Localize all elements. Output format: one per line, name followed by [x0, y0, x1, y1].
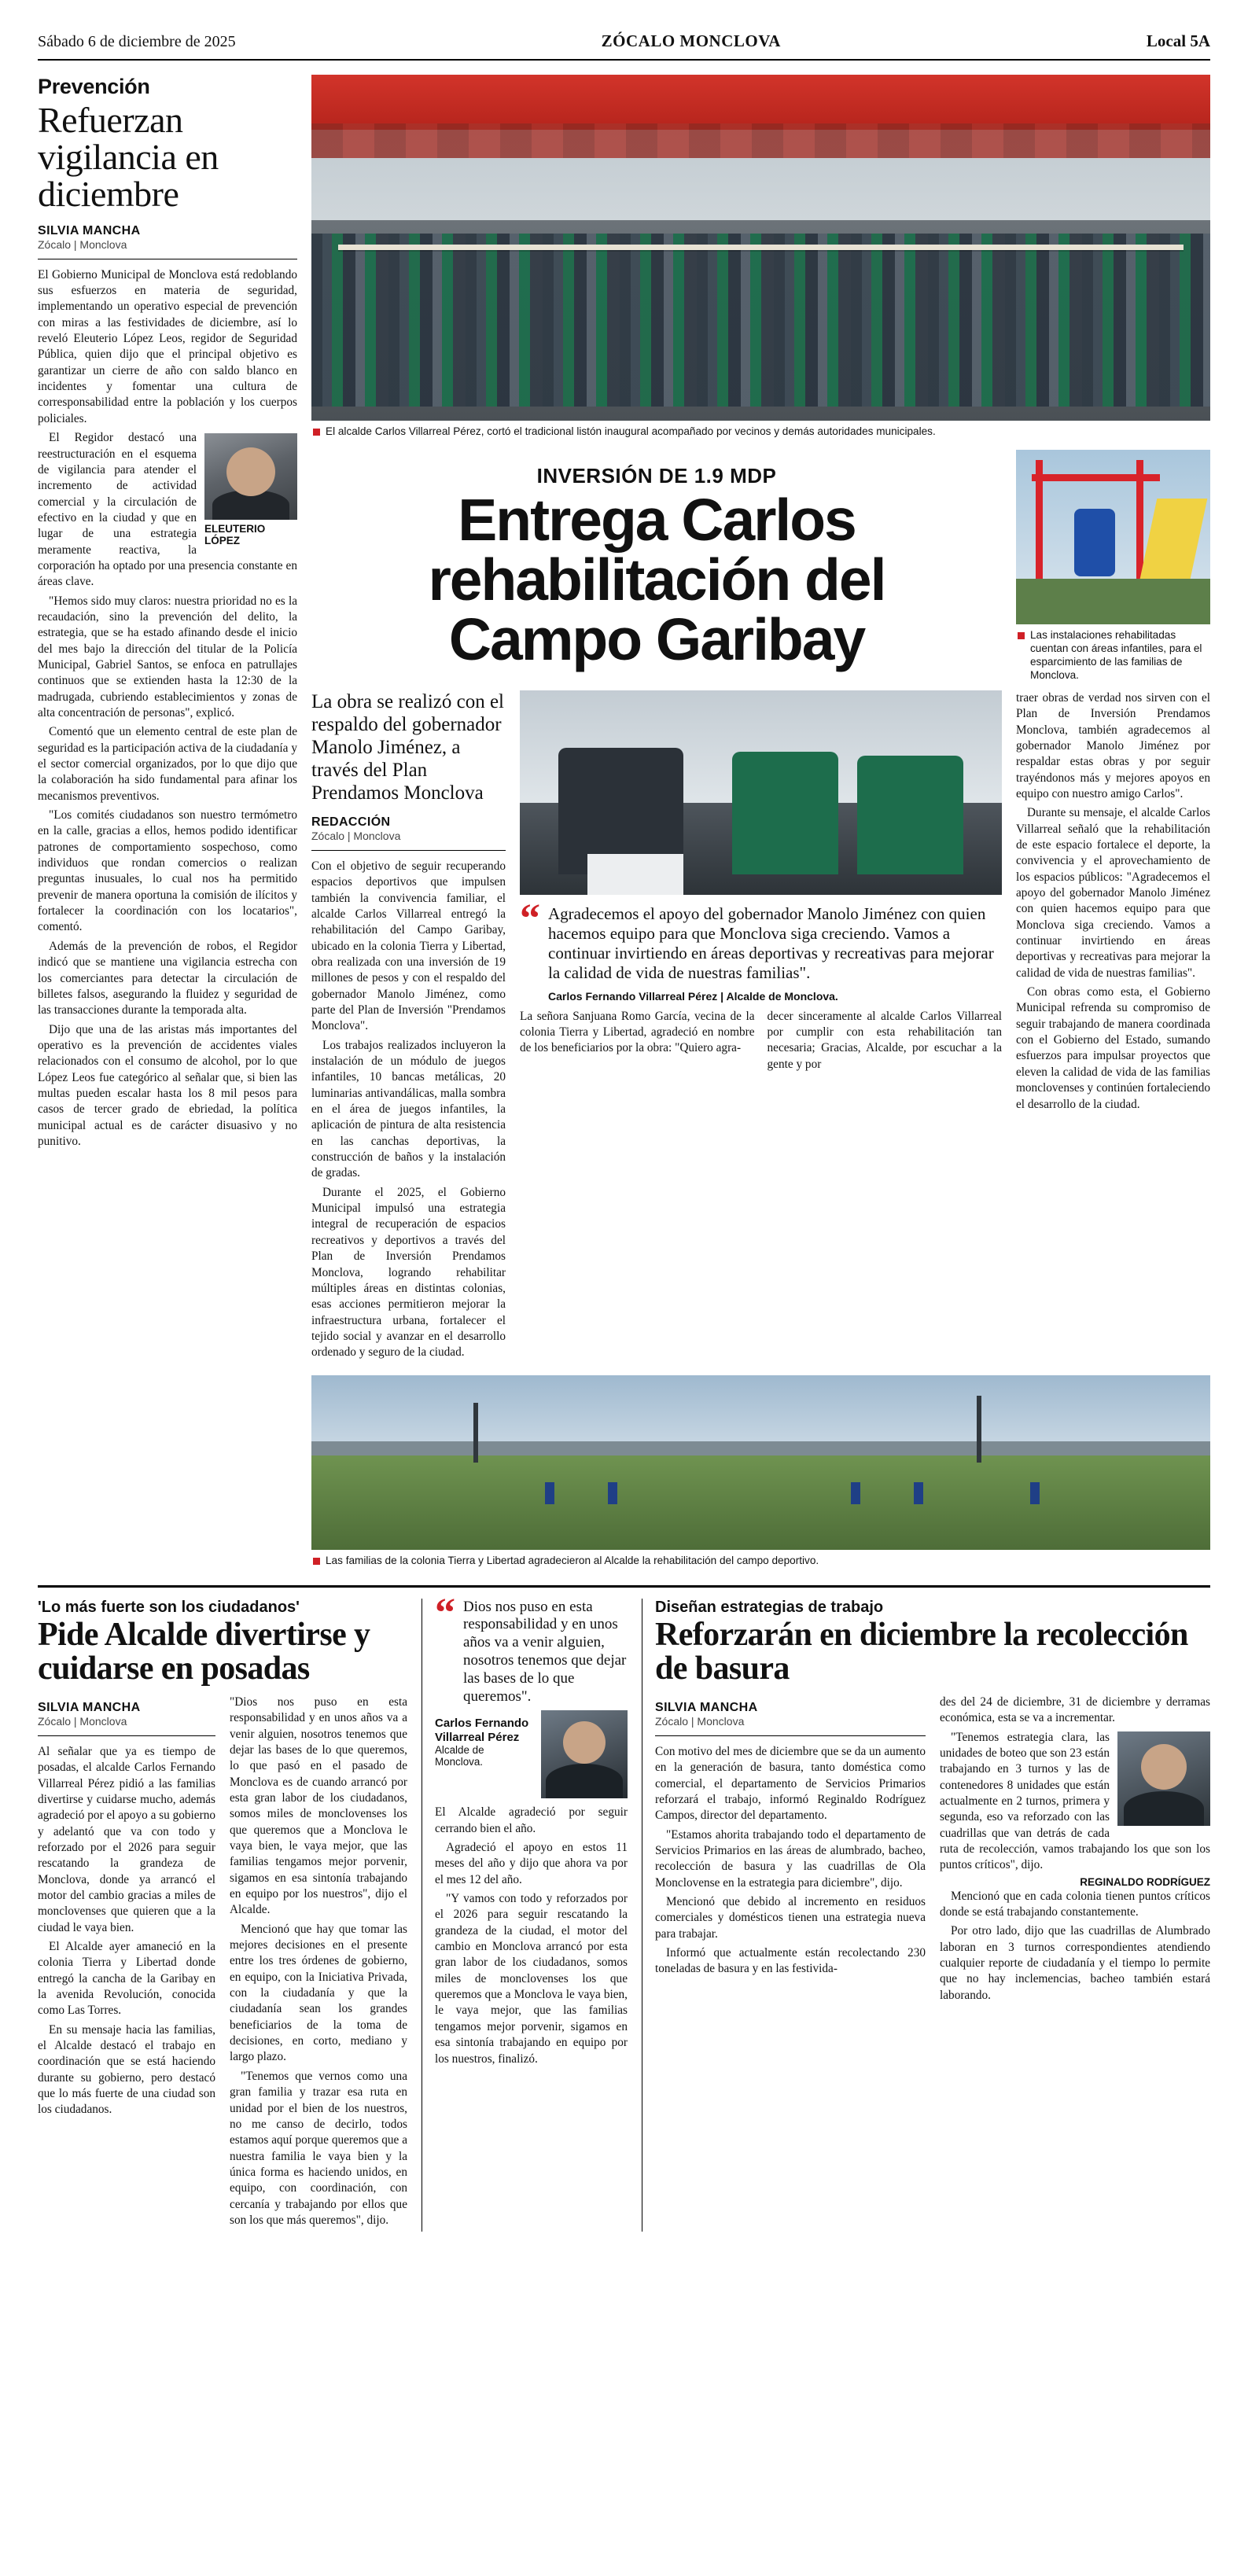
feature-right-body: [1016, 690, 1210, 1113]
inauguration-caption: [311, 421, 1210, 439]
feature-left-body: [311, 859, 506, 1361]
garbage-byline: SILVIA MANCHA: [655, 1700, 758, 1714]
photo-canopy: [311, 75, 1210, 130]
garbage-story: [642, 1599, 1210, 2232]
paragraph: Dijo que una de las aristas más importantes del operativo es la prevención de accidentes viales relacionados con el consumo de alcohol, por lo que López Leos fue categórico al señalar que, si bien las multas pueden escalar hasta los 8 mil pesos para casos de tercer grado de ebriedad, la política municipal actual es de carácter disuasivo y no punitivo.: [38, 1022, 297, 1148]
photo-person: [914, 1482, 923, 1504]
portrait-caption: REGINALDO RODRÍGUEZ: [1080, 1875, 1210, 1888]
caption-marker-icon: [1018, 632, 1025, 639]
posadas-col1: [38, 1744, 215, 2118]
photo-person: [851, 1482, 860, 1504]
posadas-col2: [230, 1695, 407, 2228]
garbage-byline-source: Zócalo | Monclova: [655, 1714, 745, 1728]
paragraph: El Alcalde agradeció por seguir cerrando bien el año.: [435, 1805, 628, 1835]
paragraph: "Estamos ahorita trabajando todo el departamento de Servicios Primarios en las áreas de alumbrado, bacheo, recolección de basura y las cuadrillas de Ola Monclovense en la estrategia para diciembre", dijo.: [655, 1827, 926, 1890]
paragraph: Con obras como esta, el Gobierno Municipal refrenda su compromiso de seguir trabajando de manera coordinada con el Gobierno del Estado, sumando esfuerzos para impulsar proyectos que eleven la calidad de vida de las familias monclovenses y continúen fortaleciendo el desarrollo de la ciudad.: [1016, 985, 1210, 1111]
photo-grass: [1016, 579, 1210, 624]
prevention-byline-source: Zócalo | Monclova: [38, 237, 127, 251]
photo-person: [857, 756, 963, 874]
photo-person: [545, 1482, 554, 1504]
divider: [38, 1735, 215, 1736]
paragraph: El Regidor destacó una reestructuración en el esquema de vigilancia para atender el incremento de actividad comercial y la circulación de efectivo en la ciudad y que en lugar de una estrategia meramente reactiva, la corporación ha optado por una presencia constante en áreas clave.: [38, 431, 297, 589]
bottom-quote: [435, 1590, 628, 1706]
sports-field-photo: [311, 1375, 1210, 1550]
paragraph: Mencionó que en cada colonia tienen puntos críticos donde se está trabajando constantemente.: [940, 1889, 1210, 1919]
investment-line: INVERSIÓN DE 1.9 MDP: [536, 463, 777, 488]
paragraph: traer obras de verdad nos sirven con el Plan de Inversión Prendamos Monclova, también agradecemos al gobernador Manolo Jiménez por respaldar estas obras y por seguir trayéndonos más y mejores apoyos en equipo con nuestro amigo Carlos".: [1016, 690, 1210, 800]
caption-marker-icon: [313, 429, 320, 436]
masthead: [38, 31, 1210, 61]
feature-body-grid: [311, 690, 1210, 1364]
paragraph: decer sinceramente al alcalde Carlos Villarreal por cumplir con esta rehabilitación tan necesaria; Gracias, Alcalde, por escuchar a la gente y por: [767, 1009, 1002, 1071]
mayor-quote: [520, 896, 1002, 1003]
top-section: [38, 75, 1210, 1568]
garbage-headline: Reforzarán en diciembre la recolección de basura: [655, 1616, 1188, 1687]
prevention-kicker: Prevención: [38, 75, 150, 98]
quote-icon: “: [520, 896, 540, 941]
paragraph: "Y vamos con todo y reforzados por el 2026 para seguir rescatando la grandeza de la ciudad, el motor del cambio en Monclova arrancó por esta gran labor de los ciudadanos, somos miles de monclovenses los que queremos que a Monclova le vaya bien, le vaya mejor, que las familias tengamos mejor porvenir, sigamos en esa sintonía trabajando en equipo por los nuestros, finalizó.: [435, 1892, 628, 2066]
quote-attribution: Carlos Fernando Villarreal Pérez | Alcalde de Monclova.: [548, 989, 838, 1003]
posadas-headline: Pide Alcalde divertirse y cuidarse en posadas: [38, 1616, 370, 1687]
paragraph: Comentó que un elemento central de este plan de seguridad es la participación activa de la ciudadanía y el sector comercial organizados, por lo que dijo que la colaboración ha sido fundamental para afinar los mecanismos preventivos.: [38, 725, 297, 803]
feature-right-col: [1016, 690, 1210, 1364]
paragraph: "Hemos sido muy claros: nuestra prioridad no es la recaudación, sino la prevención del delito, la estrategia, que se ha estado afinando desde el inicio del mes bajo la dirección del titular de la Policía Municipal, Gabriel Santos, se enfoca en patrullajes continuos que se extienden hasta la 12:30 de la madrugada, cubriendo establecimientos y zonas de alta concentración de personas", explicó.: [38, 594, 297, 719]
paragraph: Los trabajos realizados incluyeron la instalación de un módulo de juegos infantiles, 10 bancas metálicas, 20 luminarias antivandálicas, malla sombra en el área de juegos infantiles, la aplicación de pintura de alta resistencia en las canchas deportivas, la construcción de baños y la instalación de gradas.: [311, 1038, 506, 1180]
resident-quote-col1: [520, 1009, 755, 1076]
photo-person: [1030, 1482, 1040, 1504]
feature-byline-source: Zócalo | Monclova: [311, 829, 401, 842]
portrait-body: [546, 1764, 623, 1798]
portrait-photo: [204, 433, 297, 520]
caption-text: El alcalde Carlos Villarreal Pérez, cortó el tradicional listón inaugural acompañado por vecinos y demás autoridades municipales.: [326, 425, 936, 437]
prevention-body: [38, 267, 297, 1150]
divider: [311, 850, 506, 851]
photo-person: [732, 752, 838, 874]
paragraph: El Alcalde ayer amaneció en la colonia Tierra y Libertad donde entregó la cancha de la Garibay en la avenida Revolución, conocida como Las Torres.: [38, 1940, 215, 2018]
quote-attribution: Carlos Fernando Villarreal Pérez: [435, 1717, 529, 1744]
photo-person: [608, 1482, 617, 1504]
feature-story: [311, 75, 1210, 1568]
posadas-story: [38, 1599, 407, 2232]
paragraph: "Los comités ciudadanos son nuestro termómetro en la calle, gracias a ellos, hemos podido identificar patrones de comportamiento sospechoso, como individuos que rondan comercios o realizan preguntas inusuales, lo cual nos ha permitido prevenir de manera oportuna la comisión de ilícitos y fortalecer la coordinación con los locatarios", comentó.: [38, 808, 297, 934]
prevention-byline: SILVIA MANCHA: [38, 223, 141, 237]
feature-headline-line-3: Campo Garibay: [448, 605, 865, 672]
portrait-reginaldo: [1117, 1731, 1210, 1826]
posadas-byline-source: Zócalo | Monclova: [38, 1714, 127, 1728]
paragraph: Al señalar que ya es tiempo de posadas, el alcalde Carlos Fernando Villarreal Pérez pidió a las familias divertirse y cuidarse mucho, además agradeció por el apoyo a su gobierno y adelantó que va con todo y reforzado por el 2026 para seguir rescatando la grandeza de Monclova, donde ya arrancó el motor del cambio gracias a miles de monclovenses que quieren que a la ciudad le vaya bien.: [38, 1744, 215, 1934]
paragraph: En su mensaje hacia las familias, el Alcalde destacó el trabajo en coordinación que se está haciendo durante su gobierno, pero destacó que lo más fuerte de una ciudad son los ciudadanos.: [38, 2022, 215, 2117]
portrait-caption: ELEUTERIO LÓPEZ: [204, 523, 266, 547]
photo-crowd: [311, 234, 1210, 407]
paragraph: Mencionó que hay que tomar las mejores decisiones en el presente entre los tres órdenes de gobierno, en equipo, con la Iniciativa Privada, con la ciudadanía y que la ciudadanía sean los grandes beneficiarios de la toma de decisiones, en corto, mediano y largo plazo.: [230, 1922, 407, 2064]
paragraph: Con motivo del mes de diciembre que se da un aumento en la generación de basura, tanto doméstica como comercial, el departamento de Servicios Primarios reforzará el trabajo, informó Reginaldo Rodríguez Campos, director del departamento.: [655, 1744, 926, 1823]
feature-byline: REDACCIÓN: [311, 815, 391, 829]
bottom-quote-body: [435, 1805, 628, 2067]
inauguration-photo: [311, 75, 1210, 421]
feature-deck: La obra se realizó con el respaldo del gobernador Manolo Jiménez, a través del Plan Prendamos Monclova: [311, 690, 505, 804]
paragraph: "Dios nos puso en esta responsabilidad y en unos años va a venir alguien, nosotros tenemos que dejar las bases de lo que queremos, lo que pasó en el pasado de Monclova es de cuando arrancó por esta gran labor de los ciudadanos, somos miles de monclovenses los que queremos que a Monclova le vaya bien, le vaya mejor, que las familias tengamos mejor porvenir, sigamos en esa sintonía trabajando en equipo por los nuestros", dijo el Alcalde.: [230, 1695, 407, 1917]
paragraph: Además de la prevención de robos, el Regidor indicó que se mantiene una vigilancia estrecha con los comerciantes para detectar la circulación de billetes falsos, asegurando la fluidez y seguridad de las transacciones durante la temporada alta.: [38, 939, 297, 1018]
paragraph: Por otro lado, dijo que las cuadrillas de Alumbrado laboran en 3 turnos correspondientes atendiendo cualquier reporte de ciudadanía y el tiempo lo permite que no hay inclemencias, bacheo también estará laborando.: [940, 1924, 1210, 2002]
portrait-carlos: [541, 1710, 628, 1798]
photo-ribbon: [338, 245, 1183, 250]
prevention-headline: Refuerzan vigilancia en diciembre: [38, 100, 219, 214]
paragraph: La señora Sanjuana Romo García, vecina de la colonia Tierra y Libertad, agradeció en nombre de los beneficiarios por la obra: "Quiero agra-: [520, 1009, 755, 1055]
feature-left-col: [311, 690, 506, 1364]
garbage-kicker: Diseñan estrategias de trabajo: [655, 1598, 884, 1616]
photo-tent: [311, 123, 1210, 158]
paragraph: Mencionó que debido al incremento en residuos comerciales y domésticos tienen una estrategia nueva para trabajar.: [655, 1895, 926, 1941]
photo-podium: [587, 854, 684, 895]
paragraph: Agradeció el apoyo en estos 11 meses del año y dijo que ahora va por el mes 12 del año.: [435, 1841, 628, 1886]
paragraph: Durante el 2025, el Gobierno Municipal impulsó una estrategia integral de recuperación de espacios recreativos y deportivos a través del Plan de Inversión Prendamos Monclova, logrando rehabilitar múltiples áreas en distintas colonias, esas acciones permitieron mejorar la infraestructura urbana, fortalecer el tejido social y avanzar en el desarrollo ordenado y seguro de la ciudad.: [311, 1185, 506, 1360]
portrait-eleuterio: [204, 433, 297, 546]
mayor-speech-photo: [520, 690, 1002, 895]
paragraph: Con el objetivo de seguir recuperando espacios deportivos que impulsen también la convivencia familiar, el alcalde Carlos Villarreal entregó la rehabilitación del Campo Garibay, ubicado en la colonia Tierra y Libertad, obra realizada con una inversión de 19 millones de pesos y con el respaldo del gobernador Manolo Jiménez, como parte del Plan de Inversión "Prendamos Monclova".: [311, 859, 506, 1033]
section-divider: [38, 1585, 1210, 1588]
resident-quote-col2: [768, 1009, 1003, 1076]
portrait-face: [563, 1721, 606, 1764]
caption-text: Las familias de la colonia Tierra y Libertad agradecieron al Alcalde la rehabilitación del campo deportivo.: [326, 1554, 819, 1566]
photo-light-pole: [473, 1403, 478, 1462]
paragraph: des del 24 de diciembre, 31 de diciembre y derramas económica, esta se va a incrementar.: [940, 1695, 1210, 1725]
paragraph: Durante su mensaje, el alcalde Carlos Villarreal señaló que la rehabilitación de este espacio fortalece el deporte, la convivencia y el aprovechamiento de los espacios públicos: "Agradecemos el apoyo del gobernador Manolo Jiménez con quien hacemos equipo para que Monclova siga creciendo. Vamos a continuar invirtiendo en áreas deportivas y recreativas para mejorar la calidad de vida de nuestras familias".: [1016, 806, 1210, 980]
paragraph: "Tenemos que vernos como una gran familia y trazar esa ruta en unidad por el bien de los nuestros, no me canso de decirlo, todos estamos aquí porque queremos que a nuestra familia le vaya bien y la única forma es haciendo unidos, en equipo, con coordinación, con cercanía y trabajando por ellos que son los que más queremos", dijo.: [230, 2069, 407, 2227]
paragraph: Informó que actualmente están recolectando 230 toneladas de basura y en las festivida-: [655, 1946, 926, 1976]
feature-headline-line-2: rehabilitación del: [428, 546, 885, 613]
photo-grass: [311, 1455, 1210, 1550]
posadas-kicker: 'Lo más fuerte son los ciudadanos': [38, 1598, 300, 1616]
caption-text: Las instalaciones rehabilitadas cuentan con áreas infantiles, para el esparcimiento de las familias de Monclova.: [1030, 628, 1202, 681]
garbage-col2: [940, 1695, 1210, 2004]
playground-caption: [1016, 624, 1210, 683]
playground-photo: [1016, 450, 1210, 624]
masthead-date: Sábado 6 de diciembre de 2025: [38, 33, 236, 50]
divider: [655, 1735, 926, 1736]
masthead-paper: ZÓCALO MONCLOVA: [601, 31, 781, 50]
paragraph: "Tenemos estrategia clara, las unidades de boteo que son 23 están trabajando en 3 turnos y las de contenedores 8 unidades que están actualmente en 2 turnos, primera y segunda, eso va reforzado con las cuadrillas que van detrás de cada ruta de recolección, vamos trabajando los que son los puntos críticos", dijo.: [940, 1730, 1210, 1872]
prevention-story: [38, 75, 297, 1568]
field-caption: [311, 1550, 1210, 1568]
feature-center-col: [520, 690, 1002, 1364]
quote-attribution-role: Alcalde de Monclova.: [435, 1743, 484, 1768]
mayor-quote-block: [422, 1590, 628, 2232]
masthead-section: Local 5A: [1146, 31, 1210, 50]
garbage-col1: [655, 1744, 926, 1978]
paragraph: El Gobierno Municipal de Monclova está redoblando sus esfuerzos en materia de seguridad, implementando un operativo especial de prevención con miras a las festividades de diciembre, así lo reveló Eleuterio López Leos, regidor de Seguridad Pública, quien dijo que el principal objetivo es garantizar un cierre de año con saldo blanco en incidentes y fomentar una cultura de corresponsabilidad entre la población y los cuerpos policiales.: [38, 267, 297, 425]
posadas-byline: SILVIA MANCHA: [38, 1700, 141, 1714]
photo-light-pole: [977, 1396, 981, 1462]
caption-marker-icon: [313, 1558, 320, 1565]
feature-headline-line-1: Entrega Carlos: [458, 486, 856, 553]
quote-text: Agradecemos el apoyo del gobernador Manolo Jiménez con quien hacemos equipo para que Monclova siga creciendo. Vamos a continuar invirtiendo en áreas deportivas y recreativas para mejorar la calidad de vida de nuestras familias".: [548, 903, 994, 983]
bottom-section: [38, 1590, 1210, 2232]
photo-structure: [1032, 474, 1160, 481]
photo-child: [1074, 509, 1115, 576]
quote-text: Dios nos puso en esta responsabilidad y en unos años va a venir alguien, nosotros tenemos que dejar las bases de lo que queremos".: [463, 1598, 627, 1705]
quote-icon: “: [435, 1590, 455, 1636]
